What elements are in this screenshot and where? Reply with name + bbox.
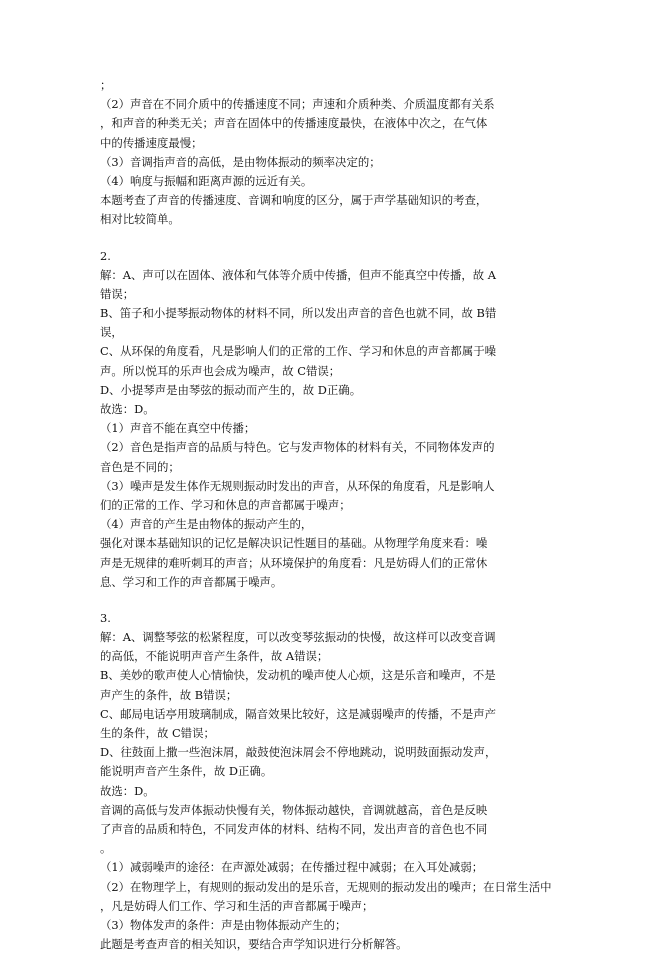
question-number: 2.: [100, 248, 111, 263]
text-line: ；: [100, 78, 112, 92]
text-line: 们的正常的工作、学习和休息的声音都属于噪声；: [100, 497, 351, 512]
text-line: B、美妙的歌声使人心情愉快，发动机的噪声使人心烦，这是乐音和噪声，不是: [100, 668, 496, 683]
text-line: 音色是不同的；: [100, 459, 180, 474]
text-line: 解：A、声可以在固体、液体和气体等介质中传播，但声不能真空中传播，故 A: [100, 267, 496, 282]
text-line: 生的条件，故 C错误；: [100, 726, 215, 740]
text-line: 解：A、调整琴弦的松紧程度，可以改变琴弦振动的快慢，故这样可以改变音调: [100, 630, 496, 645]
text-line: C、邮局电话亭用玻璃制成，隔音效果比较好，这是减弱噪声的传播，不是声产: [100, 706, 496, 721]
text-line: D、往鼓面上撒一些泡沫屑，敲鼓使泡沫屑会不停地跳动，说明鼓面振动发声，: [100, 745, 497, 760]
text-line: （1）声音不能在真空中传播；: [100, 421, 256, 436]
text-line: 的高低，不能说明声音产生条件，故 A错误；: [100, 649, 329, 664]
text-line: 声产生的条件，故 B错误；: [100, 687, 238, 702]
text-line: 中的传播速度最慢；: [100, 135, 203, 150]
text-line: （4）声音的产生是由物体的振动产生的，: [100, 517, 313, 532]
text-line: 相对比较简单。: [100, 212, 180, 227]
section-gap: [100, 230, 555, 247]
text-line: （3）噪声是发生体作无规则振动时发出的声音，从环保的角度看，凡是影响人: [100, 478, 495, 493]
text-line: 息、学习和工作的声音都属于噪声。: [100, 574, 283, 589]
text-line: （2）在物理学上，有规则的振动发出的是乐音，无规则的振动发出的噪声；在日常生活中: [100, 879, 552, 894]
text-line: （4）响度与振幅和距离声源的远近有关。: [100, 173, 313, 188]
text-line: 强化对课本基础知识的记忆是解决识记性题目的基础。从物理学角度来看：噪: [100, 536, 488, 551]
text-line: D、小提琴声是由琴弦的振动而产生的，故 D正确。: [100, 382, 362, 397]
text-line: 错误；: [100, 286, 135, 301]
text-line: 能说明声音产生条件，故 D正确。: [100, 764, 273, 779]
text-line: 了声音的品质和特色，不同发声体的材料、结构不同，发出声音的音色也不同: [100, 821, 488, 836]
text-line: （3）音调指声音的高低，是由物体振动的频率决定的；: [100, 154, 381, 169]
text-line: 误，: [100, 325, 123, 340]
text-line: 此题是考查声音的相关知识，要结合声学知识进行分析解答。: [100, 937, 408, 952]
question-number: 3.: [100, 610, 111, 625]
text-line: 。: [100, 841, 112, 856]
text-line: 音调的高低与发声体振动快慢有关，物体振动越快，音调就越高，音色是反映: [100, 802, 488, 817]
text-line: 本题考查了声音的传播速度、音调和响度的区分，属于声学基础知识的考查，: [100, 193, 488, 208]
text-column: [100, 76, 555, 954]
section-2: [100, 247, 555, 592]
text-line: （1）减弱噪声的途径：在声源处减弱；在传播过程中减弱；在入耳处减弱；: [100, 860, 484, 875]
text-line: 声是无规律的难听刺耳的声音；从环境保护的角度看：凡是妨碍人们的正常休: [100, 555, 488, 570]
text-line: B、笛子和小提琴振动物体的材料不同，所以发出声音的音色也就不同，故 B错: [100, 306, 497, 321]
section-3: [100, 609, 555, 954]
text-line: ，凡是妨碍人们工作、学习和生活的声音都属于噪声；: [100, 898, 374, 913]
text-line: 故选：D。: [100, 783, 155, 798]
section-1: [100, 76, 555, 230]
text-line: 故选：D。: [100, 402, 155, 416]
text-line: （2）声音在不同介质中的传播速度不同；声速和介质种类、介质温度都有关系: [100, 97, 495, 112]
text-line: （3）物体发声的条件：声是由物体振动产生的；: [100, 917, 347, 932]
text-line: 声。所以悦耳的乐声也会成为噪声，故 C错误；: [100, 363, 341, 378]
text-line: C、从环保的角度看，凡是影响人们的正常的工作、学习和休息的声音都属于噪: [100, 344, 496, 359]
text-line: （2）音色是指声音的品质与特色。它与发声物体的材料有关，不同物体发声的: [100, 440, 495, 455]
text-line: ，和声音的种类无关；声音在固体中的传播速度最快，在液体中次之，在气体: [100, 116, 488, 131]
section-gap: [100, 592, 555, 609]
